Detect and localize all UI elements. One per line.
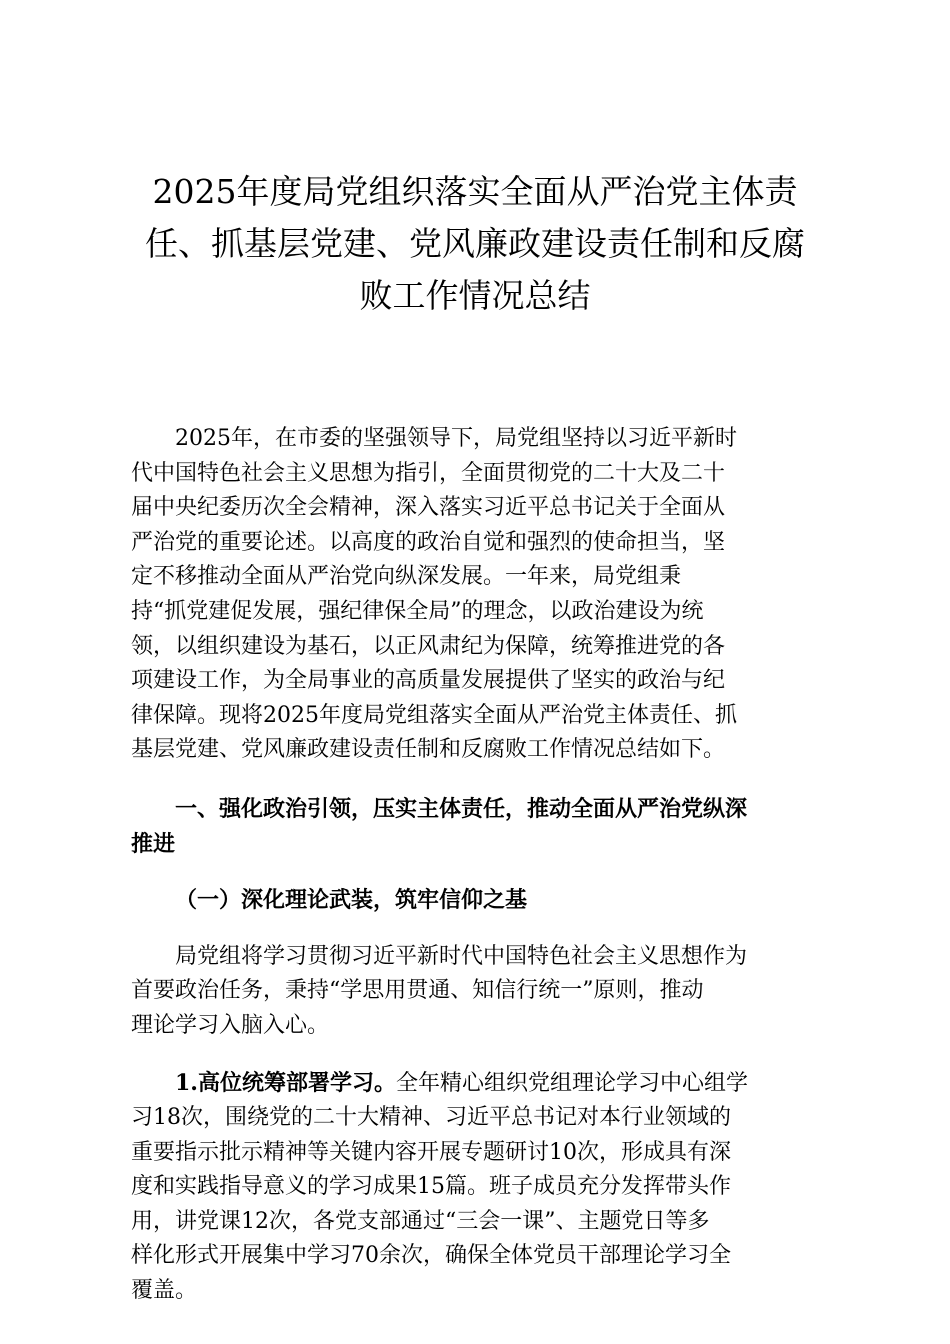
item-1-paragraph [131, 1066, 831, 1309]
intro-line: 基层党建、党风廉政建设责任制和反腐败工作情况总结如下。 [131, 737, 726, 763]
intro-paragraph [131, 422, 831, 768]
intro-line: 领，以组织建设为基石，以正风肃纪为保障，统筹推进党的各 [131, 633, 726, 659]
item-1-first-line [131, 1066, 831, 1102]
section-1-heading [131, 792, 831, 861]
intro-line: 代中国特色社会主义思想为指引，全面贯彻党的二十大及二十 [131, 460, 726, 486]
item-1-line: 用，讲党课12次，各党支部通过“三会一课”、主题党日等多 [131, 1208, 710, 1234]
item-1-line: 覆盖。 [131, 1278, 198, 1304]
title-line-2: 任、抓基层党建、党风廉政建设责任制和反腐 [145, 224, 805, 263]
item-1-line: 样化形式开展集中学习70余次，确保全体党员干部理论学习全 [131, 1243, 731, 1269]
intro-line: 持“抓党建促发展，强纪律保全局”的理念，以政治建设为统 [131, 598, 704, 624]
item-1-first-rest: 全年精心组织党组理论学习中心组学 [395, 1070, 748, 1096]
item-1-lead: 1.高位统筹部署学习。 [175, 1069, 396, 1096]
subsection-1-line: 首要政治任务，秉持“学思用贯通、知信行统一”原则，推动 [131, 978, 704, 1004]
document-body [131, 422, 831, 1309]
title-line-3: 败工作情况总结 [359, 276, 591, 315]
intro-line: 严治党的重要论述。以高度的政治自觉和强烈的使命担当，坚 [131, 529, 726, 555]
subsection-1-line: 局党组将学习贯彻习近平新时代中国特色社会主义思想作为 [175, 943, 748, 969]
intro-line: 律保障。现将2025年度局党组落实全面从严治党主体责任、抓 [131, 702, 737, 728]
item-1-line: 习18次，围绕党的二十大精神、习近平总书记对本行业领域的 [131, 1105, 731, 1131]
intro-line: 项建设工作，为全局事业的高质量发展提供了坚实的政治与纪 [131, 668, 726, 694]
subsection-1-heading: （一）深化理论武装，筑牢信仰之基 [175, 887, 528, 914]
section-1-heading-line: 一、强化政治引领，压实主体责任，推动全面从严治党纵深 [175, 795, 748, 822]
intro-line: 届中央纪委历次全会精神，深入落实习近平总书记关于全面从 [131, 495, 726, 521]
subsection-1-paragraph [131, 940, 831, 1044]
document-title [120, 166, 830, 322]
title-line-1: 2025年度局党组织落实全面从严治党主体责 [152, 172, 798, 211]
intro-line: 定不移推动全面从严治党向纵深发展。一年来，局党组秉 [131, 564, 682, 590]
intro-line: 2025年，在市委的坚强领导下，局党组坚持以习近平新时 [175, 426, 737, 451]
item-1-line: 度和实践指导意义的学习成果15篇。班子成员充分发挥带头作 [131, 1174, 731, 1200]
item-1-line: 重要指示批示精神等关键内容开展专题研讨10次，形成具有深 [131, 1139, 731, 1165]
subsection-1-line: 理论学习入脑入心。 [131, 1012, 330, 1038]
section-1-heading-line: 推进 [131, 830, 176, 857]
